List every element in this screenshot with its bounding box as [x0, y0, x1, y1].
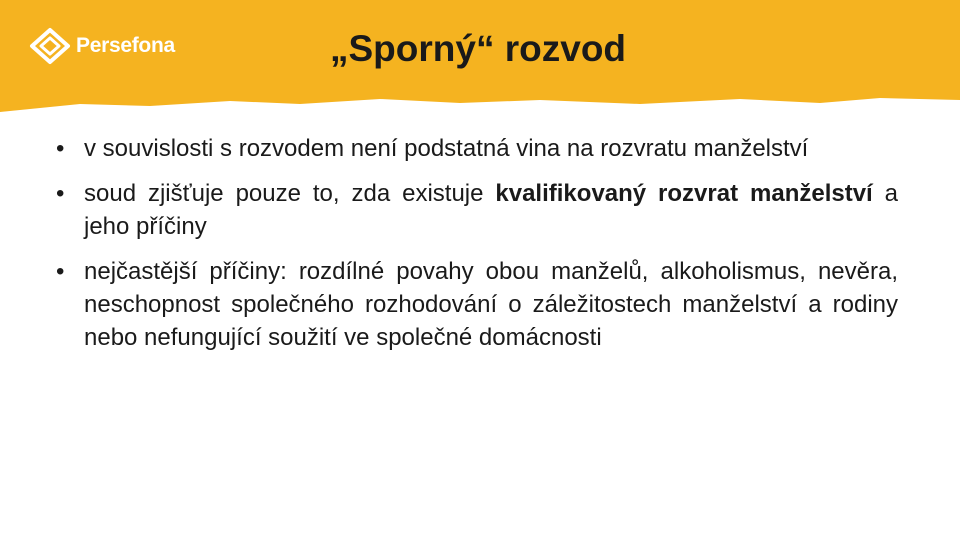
bullet-text: v souvislosti s rozvodem není podstatná vina na rozvratu manželství: [84, 135, 809, 162]
bullet-dot: •: [56, 258, 65, 285]
bullet-text-before: soud zjišťuje pouze to, zda existuje: [84, 180, 496, 207]
persefona-diamond-icon: [28, 24, 74, 68]
bullet-dot: •: [56, 135, 65, 162]
brand-name: Persefona: [76, 34, 175, 57]
bullet-dot: •: [56, 180, 65, 207]
slide-title: „Sporný“ rozvod: [330, 28, 627, 69]
persefona-logo: [28, 24, 175, 68]
bullet-list: [56, 132, 898, 366]
bullet-text-after: a jeho příčiny: [84, 180, 898, 240]
bullet-item: [56, 177, 898, 243]
bullet-item: [56, 132, 898, 165]
bullet-text: nejčastější příčiny: rozdílné povahy obou manželů, alkoholismus, nevěra, neschopnost společného rozhodování o záležitostech manželství a rodiny nebo nefungující soužití ve společné domácnosti: [84, 258, 898, 351]
bullet-item: [56, 255, 898, 354]
bullet-text-bold: kvalifikovaný rozvrat manželství: [495, 180, 873, 207]
